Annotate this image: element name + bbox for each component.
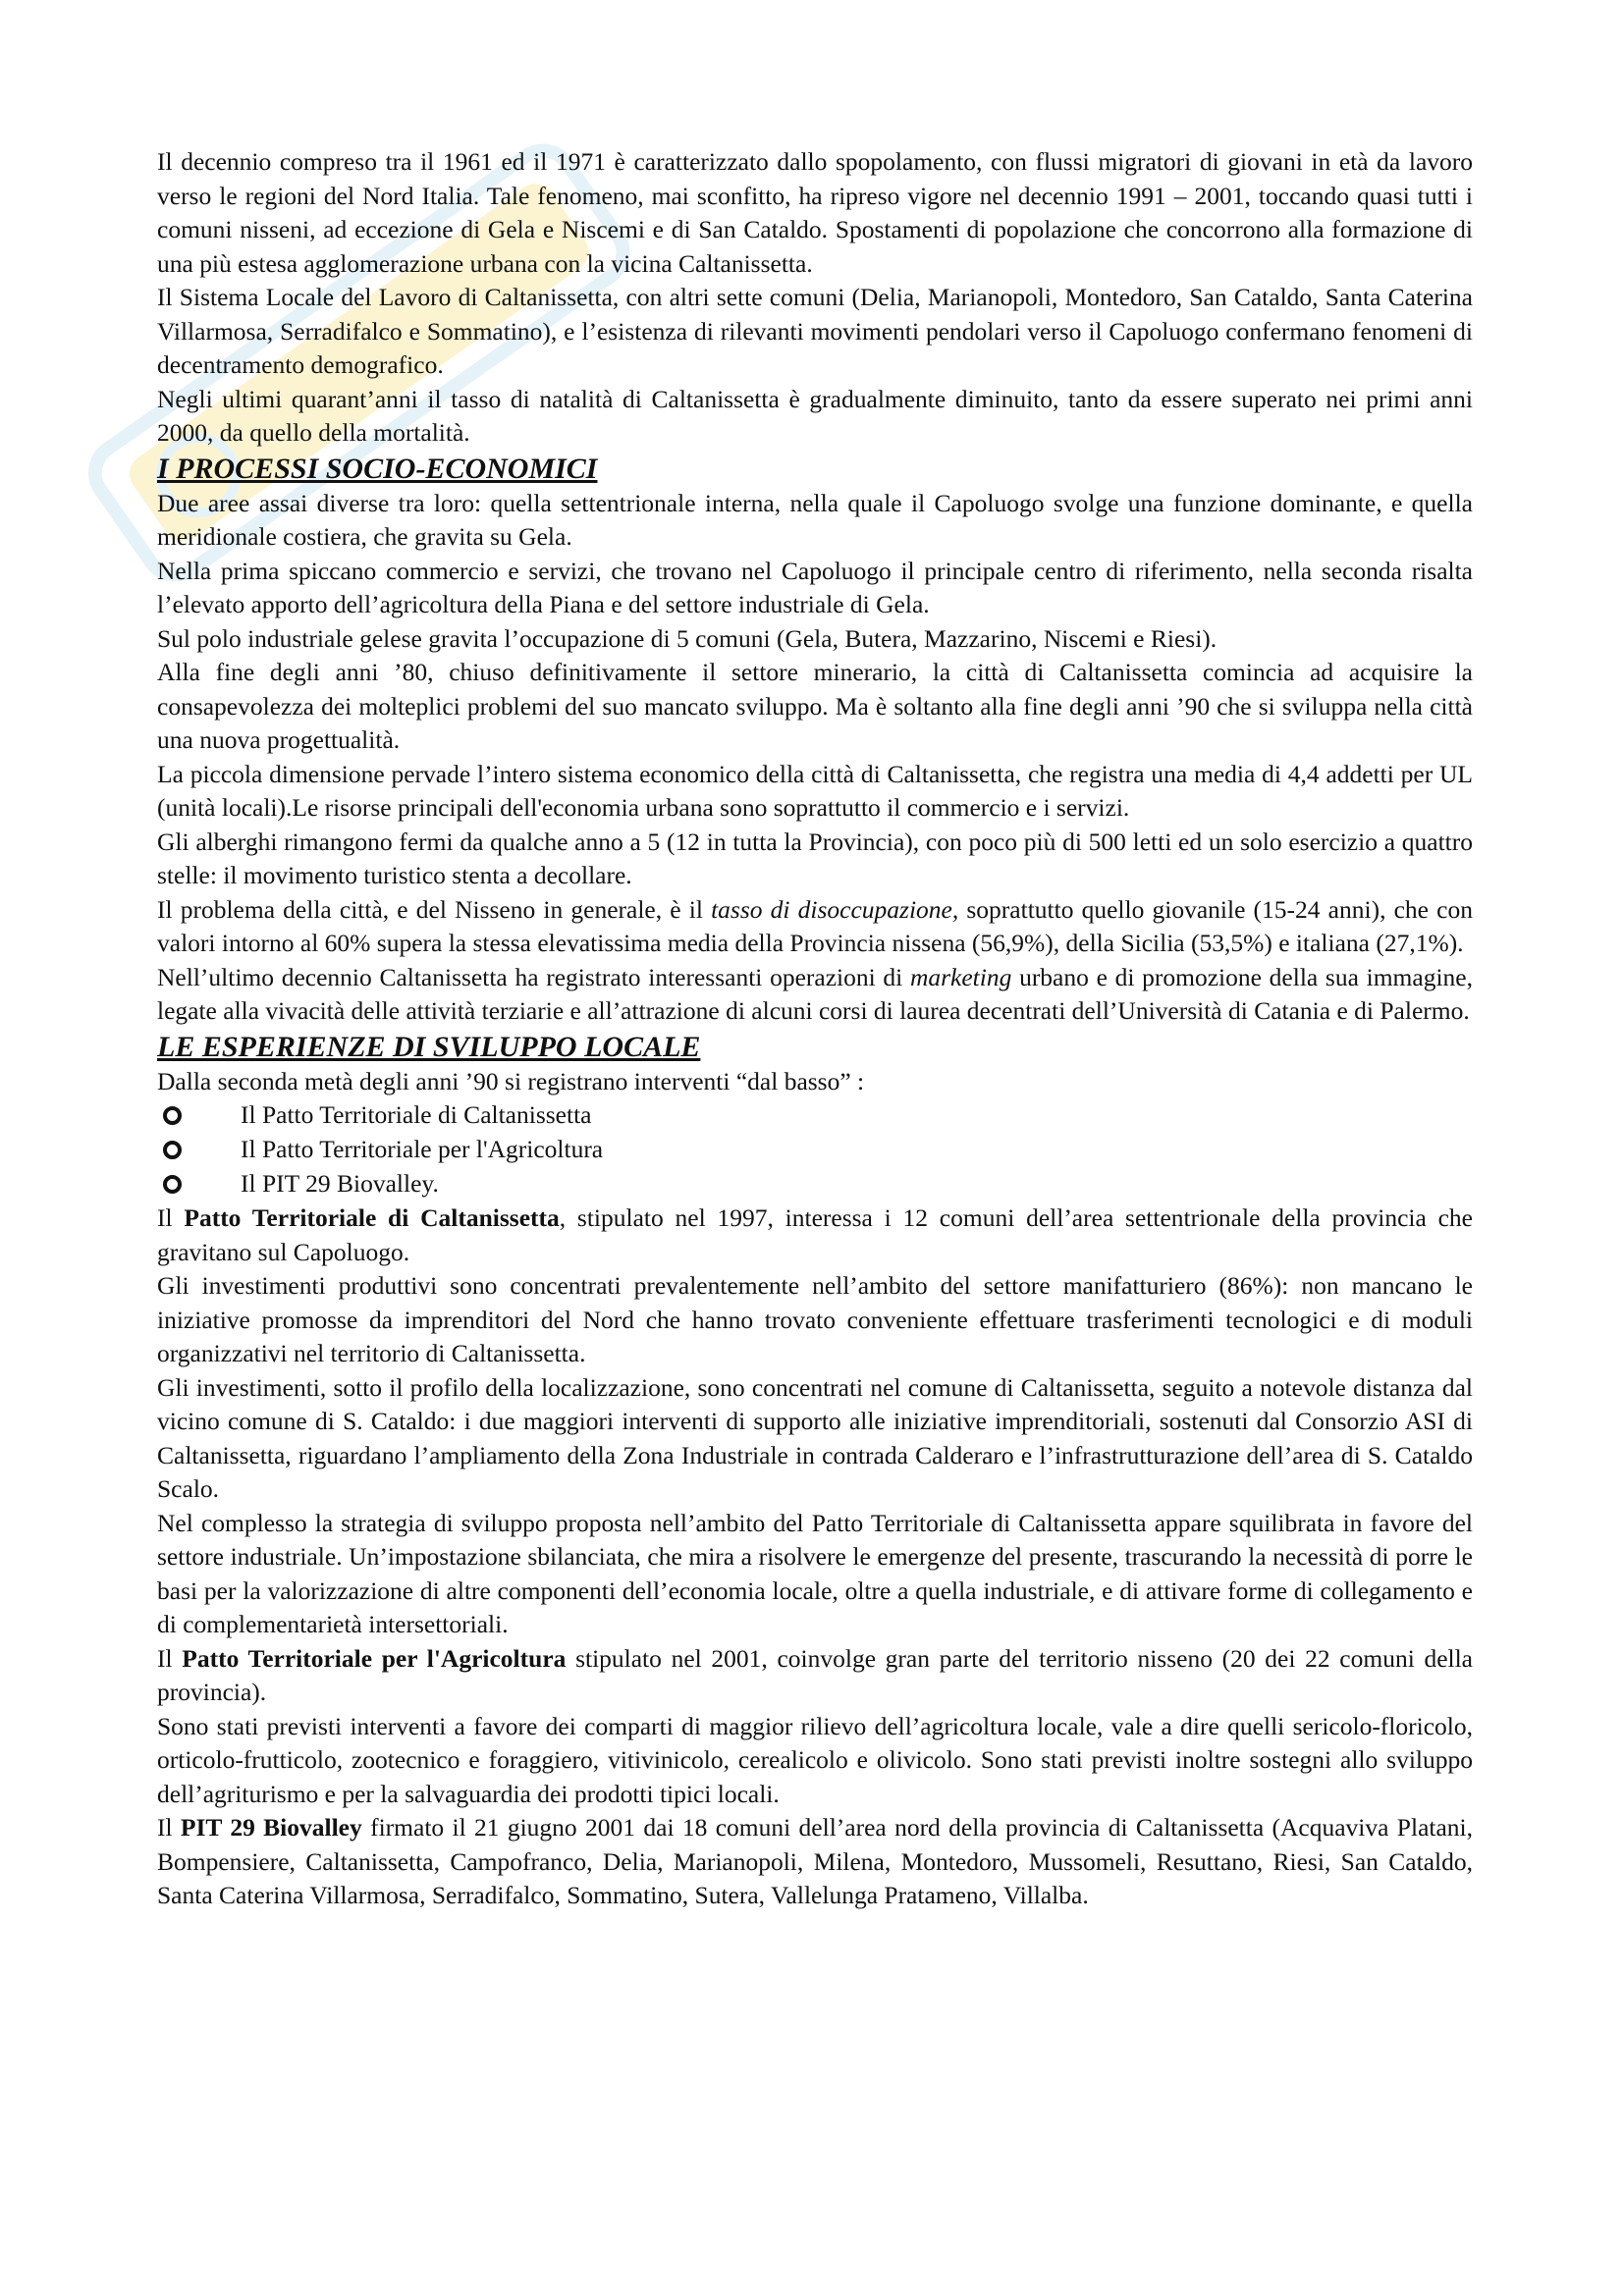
paragraph-disoccupazione: Il problema della città, e del Nisseno in generale, è il tasso di disoccupazione, soprattutto quello giovanile (15-24 anni), che con valori intorno al 60% supera la stessa elevatissima media della Provincia nissena (56,9%), della Sicilia (53,5%) e italiana (27,1%). (157, 894, 1473, 957)
paragraph: Nella prima spiccano commercio e servizi, che trovano nel Capoluogo il principale centro di riferimento, nella seconda risalta l’elevato apporto dell’agricoltura della Piana e del settore industriale di Gela. (157, 556, 1473, 618)
circle-bullet-icon (163, 1141, 182, 1159)
paragraph-patto-caltanissetta: Il Patto Territoriale di Caltanissetta, stipulato nel 1997, interessa i 12 comuni dell’area settentrionale della provincia che gravitano sul Capoluogo. (157, 1203, 1474, 1266)
bold-term: PIT 29 Biovalley (180, 1813, 362, 1842)
paragraph-marketing: Nell’ultimo decennio Caltanissetta ha registrato interessanti operazioni di marketing urbano e di promozione della sua immagine, legate alla vivacità delle attività terziarie e all’attrazione di alcuni corsi di laurea decentrati dell’Università di Catania e di Palermo. (157, 962, 1473, 1025)
paragraph: Dalla seconda metà degli anni ’90 si registrano interventi “dal basso” : (157, 1066, 865, 1095)
bold-term: Patto Territoriale per l'Agricoltura (182, 1643, 567, 1673)
paragraph: Alla fine degli anni ’80, chiuso definitivamente il settore minerario, la città di Caltanissetta comincia ad acquisire la consapevolezza dei molteplici problemi del suo mancato sviluppo. Ma è soltanto alla fine degli anni ’90 che si sviluppa nella città una nuova progettualità. (157, 658, 1473, 754)
list-item: Il Patto Territoriale per l'Agricoltura (157, 1133, 1473, 1167)
paragraph: Gli investimenti produttivi sono concentrati prevalentemente nell’ambito del settore manifatturiero (86%): non mancano le iniziative promosse da imprenditori del Nord che hanno trovato conveniente effettuare trasferimenti tecnologici e di moduli organizzativi nel territorio di Caltanissetta. (157, 1271, 1473, 1367)
paragraph: Gli alberghi rimangono fermi da qualche anno a 5 (12 in tutta la Provincia), con poco più di 500 letti ed un solo esercizio a quattro stelle: il movimento turistico stenta a decollare. (157, 827, 1473, 889)
section-heading-esperienze: LE ESPERIENZE DI SVILUPPO LOCALE (157, 1030, 701, 1063)
section-heading-processi: I PROCESSI SOCIO-ECONOMICI (157, 452, 598, 485)
emphasis: marketing (909, 962, 1012, 991)
paragraph: Il decennio compreso tra il 1961 ed il 1971 è caratterizzato dallo spopolamento, con flussi migratori di giovani in età da lavoro verso le regioni del Nord Italia. Tale fenomeno, mai sconfitto, ha ripreso vigore nel decennio 1991 – 2001, toccando quasi tutti i comuni nisseni, ad eccezione di Gela e Niscemi e di San Cataldo. Spostamenti di popolazione che concorrono alla formazione di una più estesa agglomerazione urbana con la vicina Caltanissetta. (157, 147, 1473, 278)
bold-term: Patto Territoriale di Caltanissetta (184, 1203, 560, 1232)
circle-bullet-icon (163, 1175, 182, 1194)
paragraph: Nel complesso la strategia di sviluppo proposta nell’ambito del Patto Territoriale di Caltanissetta appare squilibrata in favore del settore industriale. Un’impostazione sbilanciata, che mira a risolvere le emergenze del presente, trascurando la necessità di porre le basi per la valorizzazione di altre componenti dell’economia locale, oltre a quella industriale, e di attivare forme di collegamento e di complementarietà intersettoriali. (157, 1508, 1473, 1638)
document-body (157, 145, 1473, 1913)
paragraph: Due aree assai diverse tra loro: quella settentrionale interna, nella quale il Capoluogo svolge una funzione dominante, e quella meridionale costiera, che gravita su Gela. (157, 488, 1473, 551)
paragraph: Gli investimenti, sotto il profilo della localizzazione, sono concentrati nel comune di Caltanissetta, seguito a notevole distanza dal vicino comune di S. Cataldo: i due maggiori interventi di supporto alle iniziative imprenditoriali, sostenuti dal Consorzio ASI di Caltanissetta, riguardano l’ampliamento della Zona Industriale in contrada Calderaro e l’infrastrutturazione dell’area di S. Cataldo Scalo. (157, 1372, 1473, 1503)
paragraph-patto-agricoltura: Il Patto Territoriale per l'Agricoltura stipulato nel 2001, coinvolge gran parte del territorio nisseno (20 dei 22 comuni della provincia). (157, 1643, 1474, 1706)
paragraph: Il Sistema Locale del Lavoro di Caltanissetta, con altri sette comuni (Delia, Marianopoli, Montedoro, San Cataldo, Santa Caterina Villarmosa, Serradifalco e Sommatino), e l’esistenza di rilevanti movimenti pendolari verso il Capoluogo confermano fenomeni di decentramento demografico. (157, 283, 1473, 379)
paragraph-pit-biovalley: Il PIT 29 Biovalley firmato il 21 giugno 2001 dai 18 comuni dell’area nord della provincia di Caltanissetta (Acquaviva Platani, Bompensiere, Caltanissetta, Campofranco, Delia, Marianopoli, Milena, Montedoro, Mussomeli, Resuttano, Riesi, San Cataldo, Santa Caterina Villarmosa, Serradifalco, Sommatino, Sutera, Vallelunga Pratameno, Villalba. (157, 1813, 1473, 1909)
paragraph: Negli ultimi quarant’anni il tasso di natalità di Caltanissetta è gradualmente diminuito, tanto da essere superato nei primi anni 2000, da quello della mortalità. (157, 384, 1473, 447)
circle-bullet-icon (163, 1106, 182, 1125)
paragraph: Sul polo industriale gelese gravita l’occupazione di 5 comuni (Gela, Butera, Mazzarino, Niscemi e Riesi). (157, 623, 1217, 653)
bullet-list (157, 1098, 1473, 1201)
list-item: Il Patto Territoriale di Caltanissetta (157, 1098, 1473, 1133)
emphasis: tasso di disoccupazione, (711, 894, 959, 924)
paragraph: Sono stati previsti interventi a favore dei comparti di maggior rilievo dell’agricoltura locale, vale a dire quelli sericolo-floricolo, orticolo-frutticolo, zootecnico e foraggiero, vitivinicolo, cerealicolo e olivicolo. Sono stati previsti inoltre sostegni allo sviluppo dell’agriturismo e per la salvaguardia dei prodotti tipici locali. (157, 1711, 1473, 1808)
list-item: Il PIT 29 Biovalley. (157, 1167, 1473, 1201)
paragraph: La piccola dimensione pervade l’intero sistema economico della città di Caltanissetta, che registra una media di 4,4 addetti per UL (unità locali).Le risorse principali dell'economia urbana sono soprattutto il commercio e i servizi. (157, 759, 1473, 822)
